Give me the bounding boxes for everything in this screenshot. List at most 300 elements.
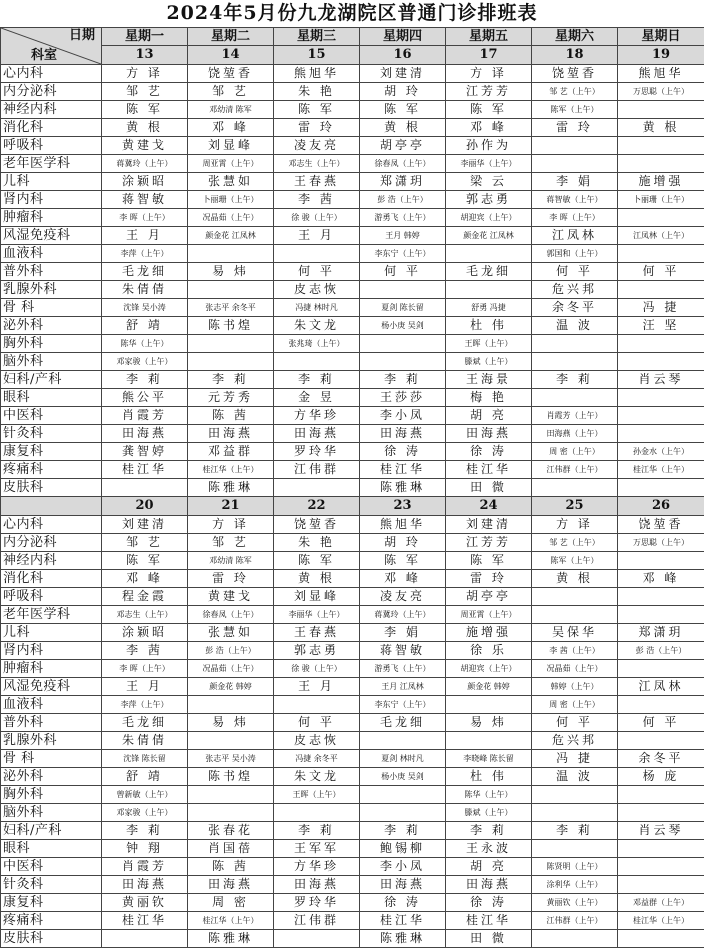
doctor-cell: 桂江华 <box>360 461 446 479</box>
doctor-cell: 颜金花 韩婷 <box>188 678 274 696</box>
doctor-cell <box>532 479 618 497</box>
doctor-cell: 李 莉 <box>102 371 188 389</box>
doctor-cell: 陈 军 <box>102 552 188 570</box>
doctor-cell: 陈雅琳 <box>360 930 446 948</box>
doctor-cell <box>618 930 704 948</box>
table-row <box>1 281 704 299</box>
date-cell: 16 <box>360 46 446 65</box>
doctor-cell: 朱倩倩 <box>102 281 188 299</box>
doctor-cell: 罗玲华 <box>274 443 360 461</box>
doctor-cell: 李 莉 <box>532 371 618 389</box>
doctor-cell: 徐 涛 <box>360 894 446 912</box>
doctor-cell: 黄 根 <box>360 119 446 137</box>
doctor-cell: 万思聪（上午） <box>618 83 704 101</box>
doctor-cell: 李 莉 <box>446 822 532 840</box>
doctor-cell: 皮志恢 <box>274 281 360 299</box>
doctor-cell: 饶堃香 <box>188 65 274 83</box>
table-row <box>1 714 704 732</box>
doctor-cell: 邓 峰 <box>188 119 274 137</box>
doctor-cell <box>618 209 704 227</box>
doctor-cell: 颜金花 韩婷 <box>446 678 532 696</box>
doctor-cell: 陈 军 <box>274 552 360 570</box>
doctor-cell <box>532 786 618 804</box>
doctor-cell: 桂江华（上午） <box>188 912 274 930</box>
table-row <box>1 173 704 191</box>
doctor-cell: 元芳秀 <box>188 389 274 407</box>
doctor-cell: 饶堃香 <box>532 65 618 83</box>
doctor-cell: 江凤林 <box>618 678 704 696</box>
doctor-cell <box>618 732 704 750</box>
date-cell: 21 <box>188 497 274 516</box>
doctor-cell <box>618 335 704 353</box>
doctor-cell: 邓志生（上午） <box>102 606 188 624</box>
doctor-cell: 肖云琴 <box>618 371 704 389</box>
doctor-cell: 邓 峰 <box>360 570 446 588</box>
doctor-cell: 涂利华（上午） <box>532 876 618 894</box>
doctor-cell <box>532 606 618 624</box>
weekday-header: 星期四 <box>360 28 446 46</box>
weekday-header: 星期六 <box>532 28 618 46</box>
doctor-cell: 李东宁（上午） <box>360 696 446 714</box>
dept-name: 肿瘤科 <box>1 209 102 227</box>
table-row <box>1 299 704 317</box>
doctor-cell: 夏剑 陈长留 <box>360 299 446 317</box>
table-row <box>1 516 704 534</box>
doctor-cell <box>360 732 446 750</box>
doctor-cell: 徐 骏（上午） <box>274 209 360 227</box>
doctor-cell: 陈贤明（上午） <box>532 858 618 876</box>
doctor-cell <box>532 353 618 371</box>
doctor-cell: 易 炜 <box>188 263 274 281</box>
doctor-cell: 李萍（上午） <box>102 245 188 263</box>
doctor-cell: 邓 峰 <box>618 570 704 588</box>
doctor-cell: 邹 艺 <box>102 534 188 552</box>
table-row <box>1 912 704 930</box>
doctor-cell: 陈 军 <box>274 101 360 119</box>
doctor-cell: 田海燕 <box>188 425 274 443</box>
doctor-cell: 涂颖昭 <box>102 173 188 191</box>
table-row <box>1 137 704 155</box>
doctor-cell: 游勇飞（上午） <box>360 660 446 678</box>
doctor-cell: 刘建清 <box>446 516 532 534</box>
date-cell: 25 <box>532 497 618 516</box>
dept-name: 泌外科 <box>1 768 102 786</box>
date-row-blank <box>1 497 102 516</box>
doctor-cell <box>532 155 618 173</box>
dept-name: 普外科 <box>1 714 102 732</box>
doctor-cell: 况晶茹（上午） <box>188 660 274 678</box>
doctor-cell: 桂江华 <box>446 912 532 930</box>
doctor-cell <box>446 245 532 263</box>
doctor-cell: 李 晖（上午） <box>532 209 618 227</box>
dept-name: 妇科/产科 <box>1 822 102 840</box>
doctor-cell: 舒勇 冯捷 <box>446 299 532 317</box>
doctor-cell: 王海景 <box>446 371 532 389</box>
doctor-cell <box>618 804 704 822</box>
doctor-cell <box>532 335 618 353</box>
doctor-cell: 游勇飞（上午） <box>360 209 446 227</box>
header-corner <box>1 28 102 65</box>
doctor-cell: 熊公平 <box>102 389 188 407</box>
doctor-cell: 方华珍 <box>274 407 360 425</box>
doctor-cell: 颜金花 江凤林 <box>446 227 532 245</box>
doctor-cell: 田海燕 <box>188 876 274 894</box>
doctor-cell: 何 平 <box>532 714 618 732</box>
doctor-cell: 凌友亮 <box>274 137 360 155</box>
doctor-cell <box>532 137 618 155</box>
table-row <box>1 461 704 479</box>
doctor-cell <box>274 245 360 263</box>
doctor-cell <box>618 101 704 119</box>
doctor-cell: 陈华（上午） <box>102 335 188 353</box>
doctor-cell: 李 莉 <box>360 371 446 389</box>
date-cell: 24 <box>446 497 532 516</box>
doctor-cell: 邓志生（上午） <box>274 155 360 173</box>
doctor-cell: 徐 骏（上午） <box>274 660 360 678</box>
doctor-cell: 易 炜 <box>188 714 274 732</box>
doctor-cell: 黄丽钦（上午） <box>532 894 618 912</box>
doctor-cell: 王 月 <box>102 678 188 696</box>
doctor-cell: 卜丽珊（上午） <box>188 191 274 209</box>
doctor-cell: 胡亭亭 <box>446 588 532 606</box>
doctor-cell: 刘显峰 <box>188 137 274 155</box>
doctor-cell: 刘建清 <box>102 516 188 534</box>
doctor-cell: 胡 亮 <box>446 858 532 876</box>
dept-name: 肿瘤科 <box>1 660 102 678</box>
doctor-cell: 胡迎宾（上午） <box>446 660 532 678</box>
doctor-cell: 熊旭华 <box>618 65 704 83</box>
doctor-cell: 颜金花 江凤林 <box>188 227 274 245</box>
doctor-cell <box>102 479 188 497</box>
dept-name: 疼痛科 <box>1 461 102 479</box>
date-cell: 14 <box>188 46 274 65</box>
doctor-cell <box>618 696 704 714</box>
doctor-cell <box>446 281 532 299</box>
doctor-cell: 何 平 <box>618 714 704 732</box>
doctor-cell: 龚智婷 <box>102 443 188 461</box>
weekday-header: 星期二 <box>188 28 274 46</box>
dept-name: 针灸科 <box>1 876 102 894</box>
doctor-cell: 肖霞芳 <box>102 858 188 876</box>
dept-name: 血液科 <box>1 245 102 263</box>
doctor-cell: 熊旭华 <box>360 516 446 534</box>
doctor-cell: 皮志恢 <box>274 732 360 750</box>
doctor-cell: 何 平 <box>532 263 618 281</box>
doctor-cell: 王永波 <box>446 840 532 858</box>
dept-name: 脑外科 <box>1 804 102 822</box>
table-row <box>1 552 704 570</box>
dept-name: 胸外科 <box>1 786 102 804</box>
doctor-cell: 陈 军 <box>360 101 446 119</box>
doctor-cell: 黄 根 <box>274 570 360 588</box>
doctor-cell <box>532 588 618 606</box>
doctor-cell: 田海燕 <box>360 876 446 894</box>
doctor-cell <box>618 155 704 173</box>
doctor-cell: 滕斌（上午） <box>446 804 532 822</box>
table-row <box>1 930 704 948</box>
table-row <box>1 822 704 840</box>
doctor-cell <box>532 389 618 407</box>
doctor-cell: 黄 根 <box>532 570 618 588</box>
doctor-cell: 桂江华 <box>102 912 188 930</box>
date-row <box>1 497 704 516</box>
doctor-cell <box>618 407 704 425</box>
doctor-cell: 李东宁（上午） <box>360 245 446 263</box>
doctor-cell: 夏剑 林时凡 <box>360 750 446 768</box>
doctor-cell: 田海燕 <box>102 425 188 443</box>
doctor-cell: 江伟群 <box>274 461 360 479</box>
dept-name: 骨 科 <box>1 750 102 768</box>
doctor-cell: 张春花 <box>188 822 274 840</box>
doctor-cell: 卜丽珊（上午） <box>618 191 704 209</box>
doctor-cell: 桂江华 <box>446 461 532 479</box>
doctor-cell: 涂颖昭 <box>102 624 188 642</box>
doctor-cell: 饶堃香 <box>274 516 360 534</box>
doctor-cell: 沈锋 陈长留 <box>102 750 188 768</box>
dept-name: 脑外科 <box>1 353 102 371</box>
doctor-cell: 胡 玲 <box>360 534 446 552</box>
dept-name: 血液科 <box>1 696 102 714</box>
doctor-cell: 方华珍 <box>274 858 360 876</box>
schedule-table <box>0 27 704 948</box>
doctor-cell: 李小凤 <box>360 407 446 425</box>
date-cell: 26 <box>618 497 704 516</box>
doctor-cell: 吴保华 <box>532 624 618 642</box>
dept-name: 心内科 <box>1 516 102 534</box>
doctor-cell: 朱文龙 <box>274 768 360 786</box>
doctor-cell: 彭 浩（上午） <box>618 642 704 660</box>
doctor-cell: 李萍（上午） <box>102 696 188 714</box>
doctor-cell: 田海燕 <box>446 425 532 443</box>
table-row <box>1 83 704 101</box>
doctor-cell: 杨 庞 <box>618 768 704 786</box>
doctor-cell <box>274 479 360 497</box>
doctor-cell <box>188 245 274 263</box>
doctor-cell: 陈 茜 <box>188 858 274 876</box>
doctor-cell: 蒋智敏 <box>360 642 446 660</box>
table-row <box>1 191 704 209</box>
table-row <box>1 65 704 83</box>
dept-label: 科室 <box>31 48 57 64</box>
date-row <box>1 46 704 65</box>
doctor-cell: 邓家骏（上午） <box>102 804 188 822</box>
dept-name: 泌外科 <box>1 317 102 335</box>
doctor-cell: 肖云琴 <box>618 822 704 840</box>
doctor-cell: 郭志勇 <box>274 642 360 660</box>
doctor-cell: 田海燕 <box>274 425 360 443</box>
doctor-cell: 李 晖（上午） <box>102 660 188 678</box>
doctor-cell: 罗玲华 <box>274 894 360 912</box>
table-row <box>1 119 704 137</box>
doctor-cell: 陈雅琳 <box>188 479 274 497</box>
doctor-cell: 王春燕 <box>274 173 360 191</box>
doctor-cell: 蒋冀玲（上午） <box>102 155 188 173</box>
doctor-cell: 郭国和（上午） <box>532 245 618 263</box>
dept-name: 肾内科 <box>1 191 102 209</box>
dept-name: 呼吸科 <box>1 137 102 155</box>
doctor-cell <box>274 353 360 371</box>
doctor-cell: 钟 翔 <box>102 840 188 858</box>
doctor-cell: 张兆琦（上午） <box>274 335 360 353</box>
table-row <box>1 768 704 786</box>
doctor-cell: 邓幼清 陈军 <box>188 552 274 570</box>
doctor-cell: 毛龙细 <box>102 263 188 281</box>
doctor-cell: 冯捷 余冬平 <box>274 750 360 768</box>
doctor-cell <box>446 696 532 714</box>
doctor-cell: 邓 峰 <box>446 119 532 137</box>
weekday-header: 星期三 <box>274 28 360 46</box>
table-row <box>1 335 704 353</box>
doctor-cell <box>188 804 274 822</box>
table-row <box>1 732 704 750</box>
doctor-cell: 冯 捷 <box>618 299 704 317</box>
doctor-cell: 方 译 <box>102 65 188 83</box>
table-row <box>1 443 704 461</box>
doctor-cell: 陈书煌 <box>188 768 274 786</box>
doctor-cell: 冯捷 林时凡 <box>274 299 360 317</box>
doctor-cell: 黄建戈 <box>102 137 188 155</box>
table-row <box>1 840 704 858</box>
doctor-cell <box>618 281 704 299</box>
doctor-cell: 黄 根 <box>102 119 188 137</box>
doctor-cell: 饶堃香 <box>618 516 704 534</box>
doctor-cell: 舒 靖 <box>102 317 188 335</box>
doctor-cell: 孙金水（上午） <box>618 443 704 461</box>
doctor-cell: 肖国蓓 <box>188 840 274 858</box>
doctor-cell: 李 晖（上午） <box>102 209 188 227</box>
doctor-cell: 李 娟 <box>532 173 618 191</box>
doctor-cell: 朱文龙 <box>274 317 360 335</box>
dept-name: 胸外科 <box>1 335 102 353</box>
doctor-cell: 李 莉 <box>274 822 360 840</box>
doctor-cell: 周亚霄（上午） <box>188 155 274 173</box>
doctor-cell: 江芳芳 <box>446 534 532 552</box>
doctor-cell <box>618 245 704 263</box>
doctor-cell: 邹 艺（上午） <box>532 83 618 101</box>
doctor-cell: 陈军（上午） <box>532 101 618 119</box>
doctor-cell: 黄 根 <box>618 119 704 137</box>
doctor-cell <box>618 389 704 407</box>
weekday-header: 星期日 <box>618 28 704 46</box>
doctor-cell: 江芳芳 <box>446 83 532 101</box>
doctor-cell: 刘建清 <box>360 65 446 83</box>
dept-name: 老年医学科 <box>1 606 102 624</box>
doctor-cell: 田 微 <box>446 930 532 948</box>
table-row <box>1 263 704 281</box>
doctor-cell: 蒋冀玲（上午） <box>360 606 446 624</box>
doctor-cell: 危兴邦 <box>532 732 618 750</box>
doctor-cell: 徐 乐 <box>446 642 532 660</box>
doctor-cell: 徐 涛 <box>446 443 532 461</box>
doctor-cell: 方 译 <box>446 65 532 83</box>
doctor-cell: 徐春凤（上午） <box>360 155 446 173</box>
doctor-cell: 周亚霄（上午） <box>446 606 532 624</box>
dept-name: 内分泌科 <box>1 83 102 101</box>
dept-name: 心内科 <box>1 65 102 83</box>
table-row <box>1 227 704 245</box>
doctor-cell: 桂江华（上午） <box>618 912 704 930</box>
doctor-cell: 温 波 <box>532 768 618 786</box>
doctor-cell: 万思聪（上午） <box>618 534 704 552</box>
doctor-cell <box>446 732 532 750</box>
doctor-cell: 胡 亮 <box>446 407 532 425</box>
doctor-cell: 陈华（上午） <box>446 786 532 804</box>
doctor-cell: 桂江华（上午） <box>188 461 274 479</box>
doctor-cell <box>618 479 704 497</box>
doctor-cell: 周 密（上午） <box>532 443 618 461</box>
doctor-cell <box>102 930 188 948</box>
dept-name: 呼吸科 <box>1 588 102 606</box>
dept-name: 皮肤科 <box>1 479 102 497</box>
doctor-cell: 郑潇玥 <box>360 173 446 191</box>
table-row <box>1 786 704 804</box>
doctor-cell <box>360 804 446 822</box>
table-row <box>1 660 704 678</box>
doctor-cell <box>274 804 360 822</box>
date-cell: 20 <box>102 497 188 516</box>
doctor-cell: 邓益群（上午） <box>618 894 704 912</box>
doctor-cell <box>532 930 618 948</box>
doctor-cell: 况晶茹（上午） <box>532 660 618 678</box>
doctor-cell: 方 译 <box>188 516 274 534</box>
doctor-cell: 李 茜 <box>274 191 360 209</box>
doctor-cell: 刘显峰 <box>274 588 360 606</box>
date-cell: 19 <box>618 46 704 65</box>
doctor-cell: 何 平 <box>274 263 360 281</box>
doctor-cell: 施增强 <box>446 624 532 642</box>
dept-name: 肾内科 <box>1 642 102 660</box>
dept-name: 神经内科 <box>1 101 102 119</box>
doctor-cell: 李 娟 <box>360 624 446 642</box>
doctor-cell: 田海燕 <box>446 876 532 894</box>
doctor-cell: 王月 韩婷 <box>360 227 446 245</box>
doctor-cell: 王 月 <box>274 678 360 696</box>
dept-name: 中医科 <box>1 407 102 425</box>
page-title: 2024年5月份九龙湖院区普通门诊排班表 <box>0 0 704 27</box>
doctor-cell: 江伟群（上午） <box>532 461 618 479</box>
doctor-cell: 孙作为 <box>446 137 532 155</box>
doctor-cell <box>360 786 446 804</box>
doctor-cell: 朱倩倩 <box>102 732 188 750</box>
doctor-cell: 李 莉 <box>102 822 188 840</box>
date-cell: 15 <box>274 46 360 65</box>
doctor-cell <box>188 281 274 299</box>
doctor-cell <box>360 281 446 299</box>
doctor-cell: 汪 坚 <box>618 317 704 335</box>
doctor-cell <box>618 858 704 876</box>
doctor-cell: 凌友亮 <box>360 588 446 606</box>
doctor-cell: 陈雅琳 <box>188 930 274 948</box>
doctor-cell: 陈书煌 <box>188 317 274 335</box>
doctor-cell: 邓益群 <box>188 443 274 461</box>
doctor-cell <box>618 786 704 804</box>
doctor-cell: 曾新敏（上午） <box>102 786 188 804</box>
date-cell: 22 <box>274 497 360 516</box>
doctor-cell: 胡迎宾（上午） <box>446 209 532 227</box>
doctor-cell: 张志平 余冬平 <box>188 299 274 317</box>
doctor-cell: 危兴邦 <box>532 281 618 299</box>
doctor-cell <box>188 335 274 353</box>
doctor-cell: 易 炜 <box>446 714 532 732</box>
doctor-cell <box>360 335 446 353</box>
doctor-cell <box>188 353 274 371</box>
dept-name: 老年医学科 <box>1 155 102 173</box>
table-row <box>1 570 704 588</box>
doctor-cell: 李 茜 <box>102 642 188 660</box>
table-row <box>1 353 704 371</box>
doctor-cell: 王晖（上午） <box>446 335 532 353</box>
doctor-cell: 李 莉 <box>360 822 446 840</box>
